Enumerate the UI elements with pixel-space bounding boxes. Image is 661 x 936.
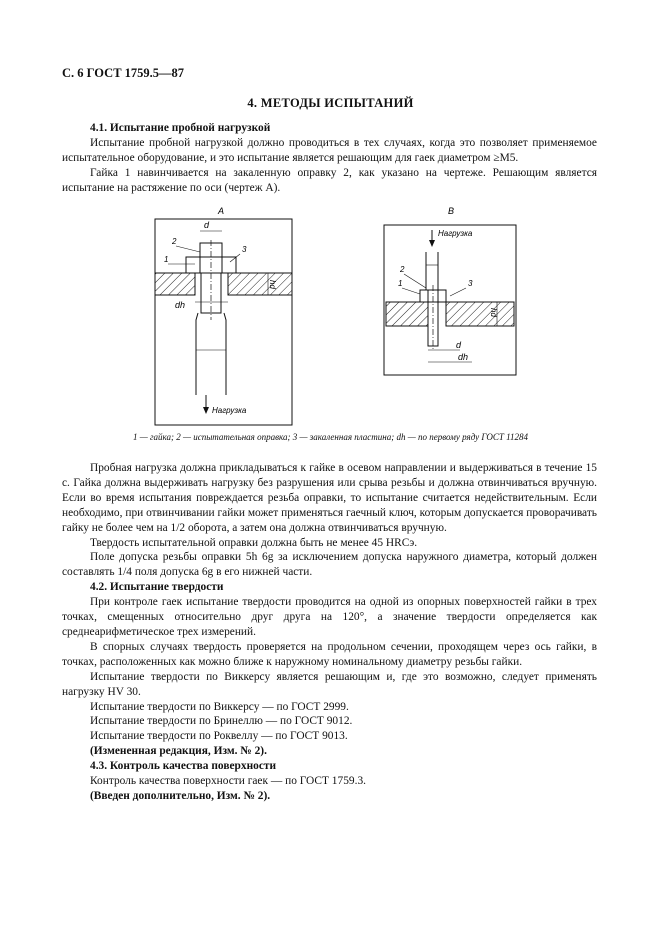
paragraph: В спорных случаях твердость проверяется на продольном сечении, проходящем через ось гайки, в точках, расположенных как можно ближе к наружному номинальному диаметру резьбы гайки.: [62, 640, 597, 668]
paragraph: Поле допуска резьбы оправки 5h 6g за исключением допуска наружного диаметра, который должен составлять 1/4 поля допуска 6g в его нижней части.: [62, 551, 597, 579]
callout-2-b: 2: [400, 265, 405, 274]
dim-d-label: d: [204, 220, 210, 230]
paragraph: Испытание пробной нагрузкой должно проводиться в тех случаях, когда это позволяет применяемое испытательное оборудование, и это испытание является решающим для гаек диаметром ≥M5.: [62, 136, 597, 164]
paragraph: Испытание твердости по Виккерсу — по ГОСТ 2999.: [90, 700, 349, 713]
section-4-2-title: 4.2. Испытание твердости: [90, 581, 224, 594]
load-label-b: Нагрузка: [438, 229, 473, 238]
figure-caption: 1 — гайка; 2 — испытательная оправка; 3 — закаленная пластина; dh — по первому ряду ГОСТ 11284: [132, 432, 529, 442]
paragraph: Испытание твердости по Роквеллу — по ГОСТ 9013.: [90, 730, 348, 743]
paragraph: При контроле гаек испытание твердости проводится на одной из опорных поверхностей гайки в трех точках, смещенных относительно друг друга на 120°, а значение твердости определяется как среднеарифметическое трех измерений.: [62, 596, 597, 638]
callout-3: 3: [242, 245, 247, 254]
section-4-3-title: 4.3. Контроль качества поверхности: [90, 760, 277, 773]
callout-1: 1: [164, 255, 169, 264]
drawing-b-label: B: [448, 206, 455, 216]
dim-hd-label: hd: [268, 280, 277, 289]
callout-3-b: 3: [468, 279, 473, 288]
paragraph: Испытание твердости по Бринеллю — по ГОСТ 9012.: [90, 715, 353, 728]
drawing-a-label: A: [218, 206, 225, 216]
load-label-a: Нагрузка: [212, 406, 247, 415]
callout-2: 2: [172, 237, 177, 246]
paragraph: Пробная нагрузка должна прикладываться к гайке в осевом направлении и выдерживаться в течение 15 с. Гайка должна выдерживать нагрузку без разрушения или срыва резьбы и должна отвинчиваться вручную. Если во время испытания повреждается резьба оправки, то испытание считается недействительным. Если необходимо, при отвинчивании гайки может применяться гаечный ключ, которым допускается проворачивать гайку не более чем на 1/2 оборота, а затем она должна отвинчиваться вручную.: [62, 462, 597, 534]
body-text: [62, 461, 597, 804]
dim-hd-label-b: hd: [489, 308, 498, 317]
amendment-note: (Введен дополнительно, Изм. № 2).: [90, 789, 271, 802]
dim-d-label-b: d: [456, 340, 462, 350]
dim-dh-label-b: dh: [458, 352, 469, 362]
section-title: 4. МЕТОДЫ ИСПЫТАНИЙ: [247, 96, 414, 110]
paragraph: Контроль качества поверхности гаек — по ГОСТ 1759.3.: [90, 775, 366, 788]
paragraph: Испытание твердости по Виккерсу является решающим и, где это возможно, следует применять нагрузку HV 30.: [62, 670, 597, 698]
test-drawings: [0, 200, 661, 430]
page-header: С. 6 ГОСТ 1759.5—87: [62, 66, 185, 80]
amendment-note: (Измененная редакция, Изм. № 2).: [90, 745, 267, 758]
drawing-a: [155, 206, 292, 425]
section-4-1: [62, 121, 597, 196]
section-4-1-title: 4.1. Испытание пробной нагрузкой: [90, 122, 271, 134]
drawing-b: [384, 206, 516, 375]
callout-1-b: 1: [398, 279, 403, 288]
paragraph: Гайка 1 навинчивается на закаленную оправку 2, как указано на чертеже. Решающим является испытание на растяжение по оси (чертеж A).: [62, 166, 597, 194]
paragraph: Твердость испытательной оправки должна быть не менее 45 HRCэ.: [90, 536, 418, 549]
dim-dh-label: dh: [175, 300, 186, 310]
